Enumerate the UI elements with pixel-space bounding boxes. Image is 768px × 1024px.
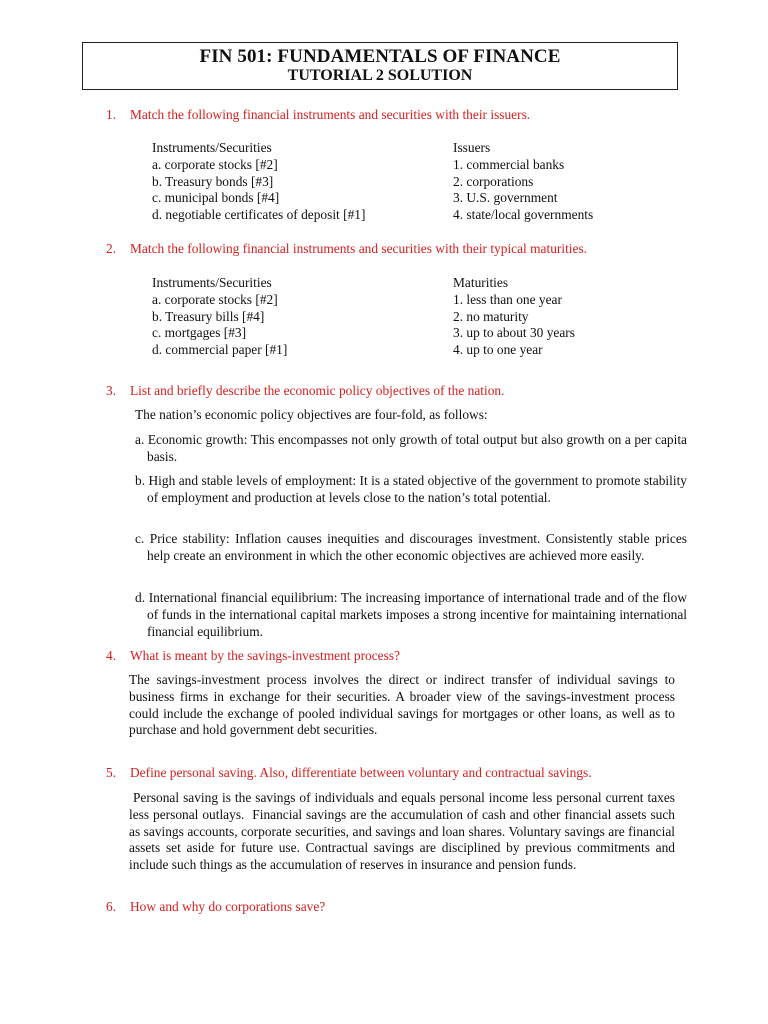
- q1-instruments-column: [152, 140, 365, 224]
- question-2: [106, 241, 686, 257]
- question-text: Match the following financial instruments and securities with their issuers.: [130, 107, 531, 122]
- question-text: Define personal saving. Also, differentiate between voluntary and contractual savings.: [130, 765, 592, 780]
- list-item: 4. up to one year: [453, 342, 543, 358]
- list-item: a. corporate stocks [#2]: [152, 291, 278, 307]
- q3-intro: The nation’s economic policy objectives are four-fold, as follows:: [135, 407, 488, 422]
- list-item: 3. U.S. government: [453, 190, 558, 206]
- question-1: [106, 107, 686, 123]
- q3-item-c: c. Price stability: Inflation causes inequities and discourages investment. Consistently stable prices help create an environment in which the other economic objectives are achieved more easily.: [135, 531, 687, 563]
- list-item: d. negotiable certificates of deposit [#1]: [152, 207, 366, 223]
- question-6: [106, 899, 686, 915]
- question-text: How and why do corporations save?: [130, 899, 326, 914]
- list-item: 4. state/local governments: [453, 207, 594, 223]
- list-item: 1. less than one year: [453, 291, 562, 307]
- list-item: c. mortgages [#3]: [152, 325, 247, 341]
- list-item: 2. corporations: [453, 173, 534, 189]
- q3-item-b: b. High and stable levels of employment: It is a stated objective of the government to promote stability of employment and production at levels close to the nation’s total potential.: [135, 473, 687, 505]
- question-5: [106, 765, 686, 781]
- q1-issuers-column: [453, 140, 593, 224]
- column-header: Maturities: [453, 275, 509, 290]
- column-header: Instruments/Securities: [152, 140, 272, 155]
- list-item: 2. no maturity: [453, 308, 529, 324]
- question-text: Match the following financial instruments and securities with their typical maturities.: [130, 241, 588, 256]
- question-number: 3.: [106, 383, 117, 398]
- column-header: Instruments/Securities: [152, 275, 272, 290]
- question-text: List and briefly describe the economic policy objectives of the nation.: [130, 383, 505, 398]
- question-4: [106, 648, 686, 664]
- column-header: Issuers: [453, 140, 491, 155]
- list-item: a. corporate stocks [#2]: [152, 156, 278, 172]
- question-number: 1.: [106, 107, 117, 122]
- q3-item-a: a. Economic growth: This encompasses not only growth of total output but also growth on a per capita basis.: [135, 432, 687, 464]
- list-item: b. Treasury bills [#4]: [152, 308, 265, 324]
- q4-answer: The savings-investment process involves the direct or indirect transfer of individual savings to business firms in exchange for their securities. A broader view of the savings-investment process could include the exchange of pooled individual savings for mortgages or other loans, as well as to purchase and hold government debt securities.: [129, 672, 675, 738]
- q2-maturities-column: [453, 275, 575, 359]
- question-number: 6.: [106, 899, 117, 914]
- document-subtitle: TUTORIAL 2 SOLUTION: [287, 67, 473, 84]
- list-item: 1. commercial banks: [453, 156, 565, 172]
- q2-instruments-column: [152, 275, 287, 359]
- list-item: b. Treasury bonds [#3]: [152, 173, 274, 189]
- q3-item-d: d. International financial equilibrium: The increasing importance of international trade and of the flow of funds in the international capital markets imposes a strong incentive for maintaining international financial equilibrium.: [135, 590, 687, 639]
- question-3: [106, 383, 686, 399]
- list-item: 3. up to about 30 years: [453, 325, 575, 341]
- question-number: 5.: [106, 765, 117, 780]
- list-item: d. commercial paper [#1]: [152, 342, 288, 358]
- list-item: c. municipal bonds [#4]: [152, 190, 280, 206]
- question-number: 2.: [106, 241, 117, 256]
- title-box: [82, 42, 678, 90]
- question-text: What is meant by the savings-investment process?: [130, 648, 400, 663]
- q5-answer: Personal saving is the savings of individuals and equals personal income less personal current taxes less personal outlays. Financial savings are the accumulation of cash and other financial assets such as savings accounts, corporate securities, and savings and loan shares. Voluntary savings are financial assets set aside for future use. Contractual savings are disciplined by previous commitments and include such things as the accumulation of reserves in insurance and pension funds.: [129, 790, 679, 873]
- document-title: FIN 501: FUNDAMENTALS OF FINANCE: [199, 46, 561, 67]
- question-number: 4.: [106, 648, 117, 663]
